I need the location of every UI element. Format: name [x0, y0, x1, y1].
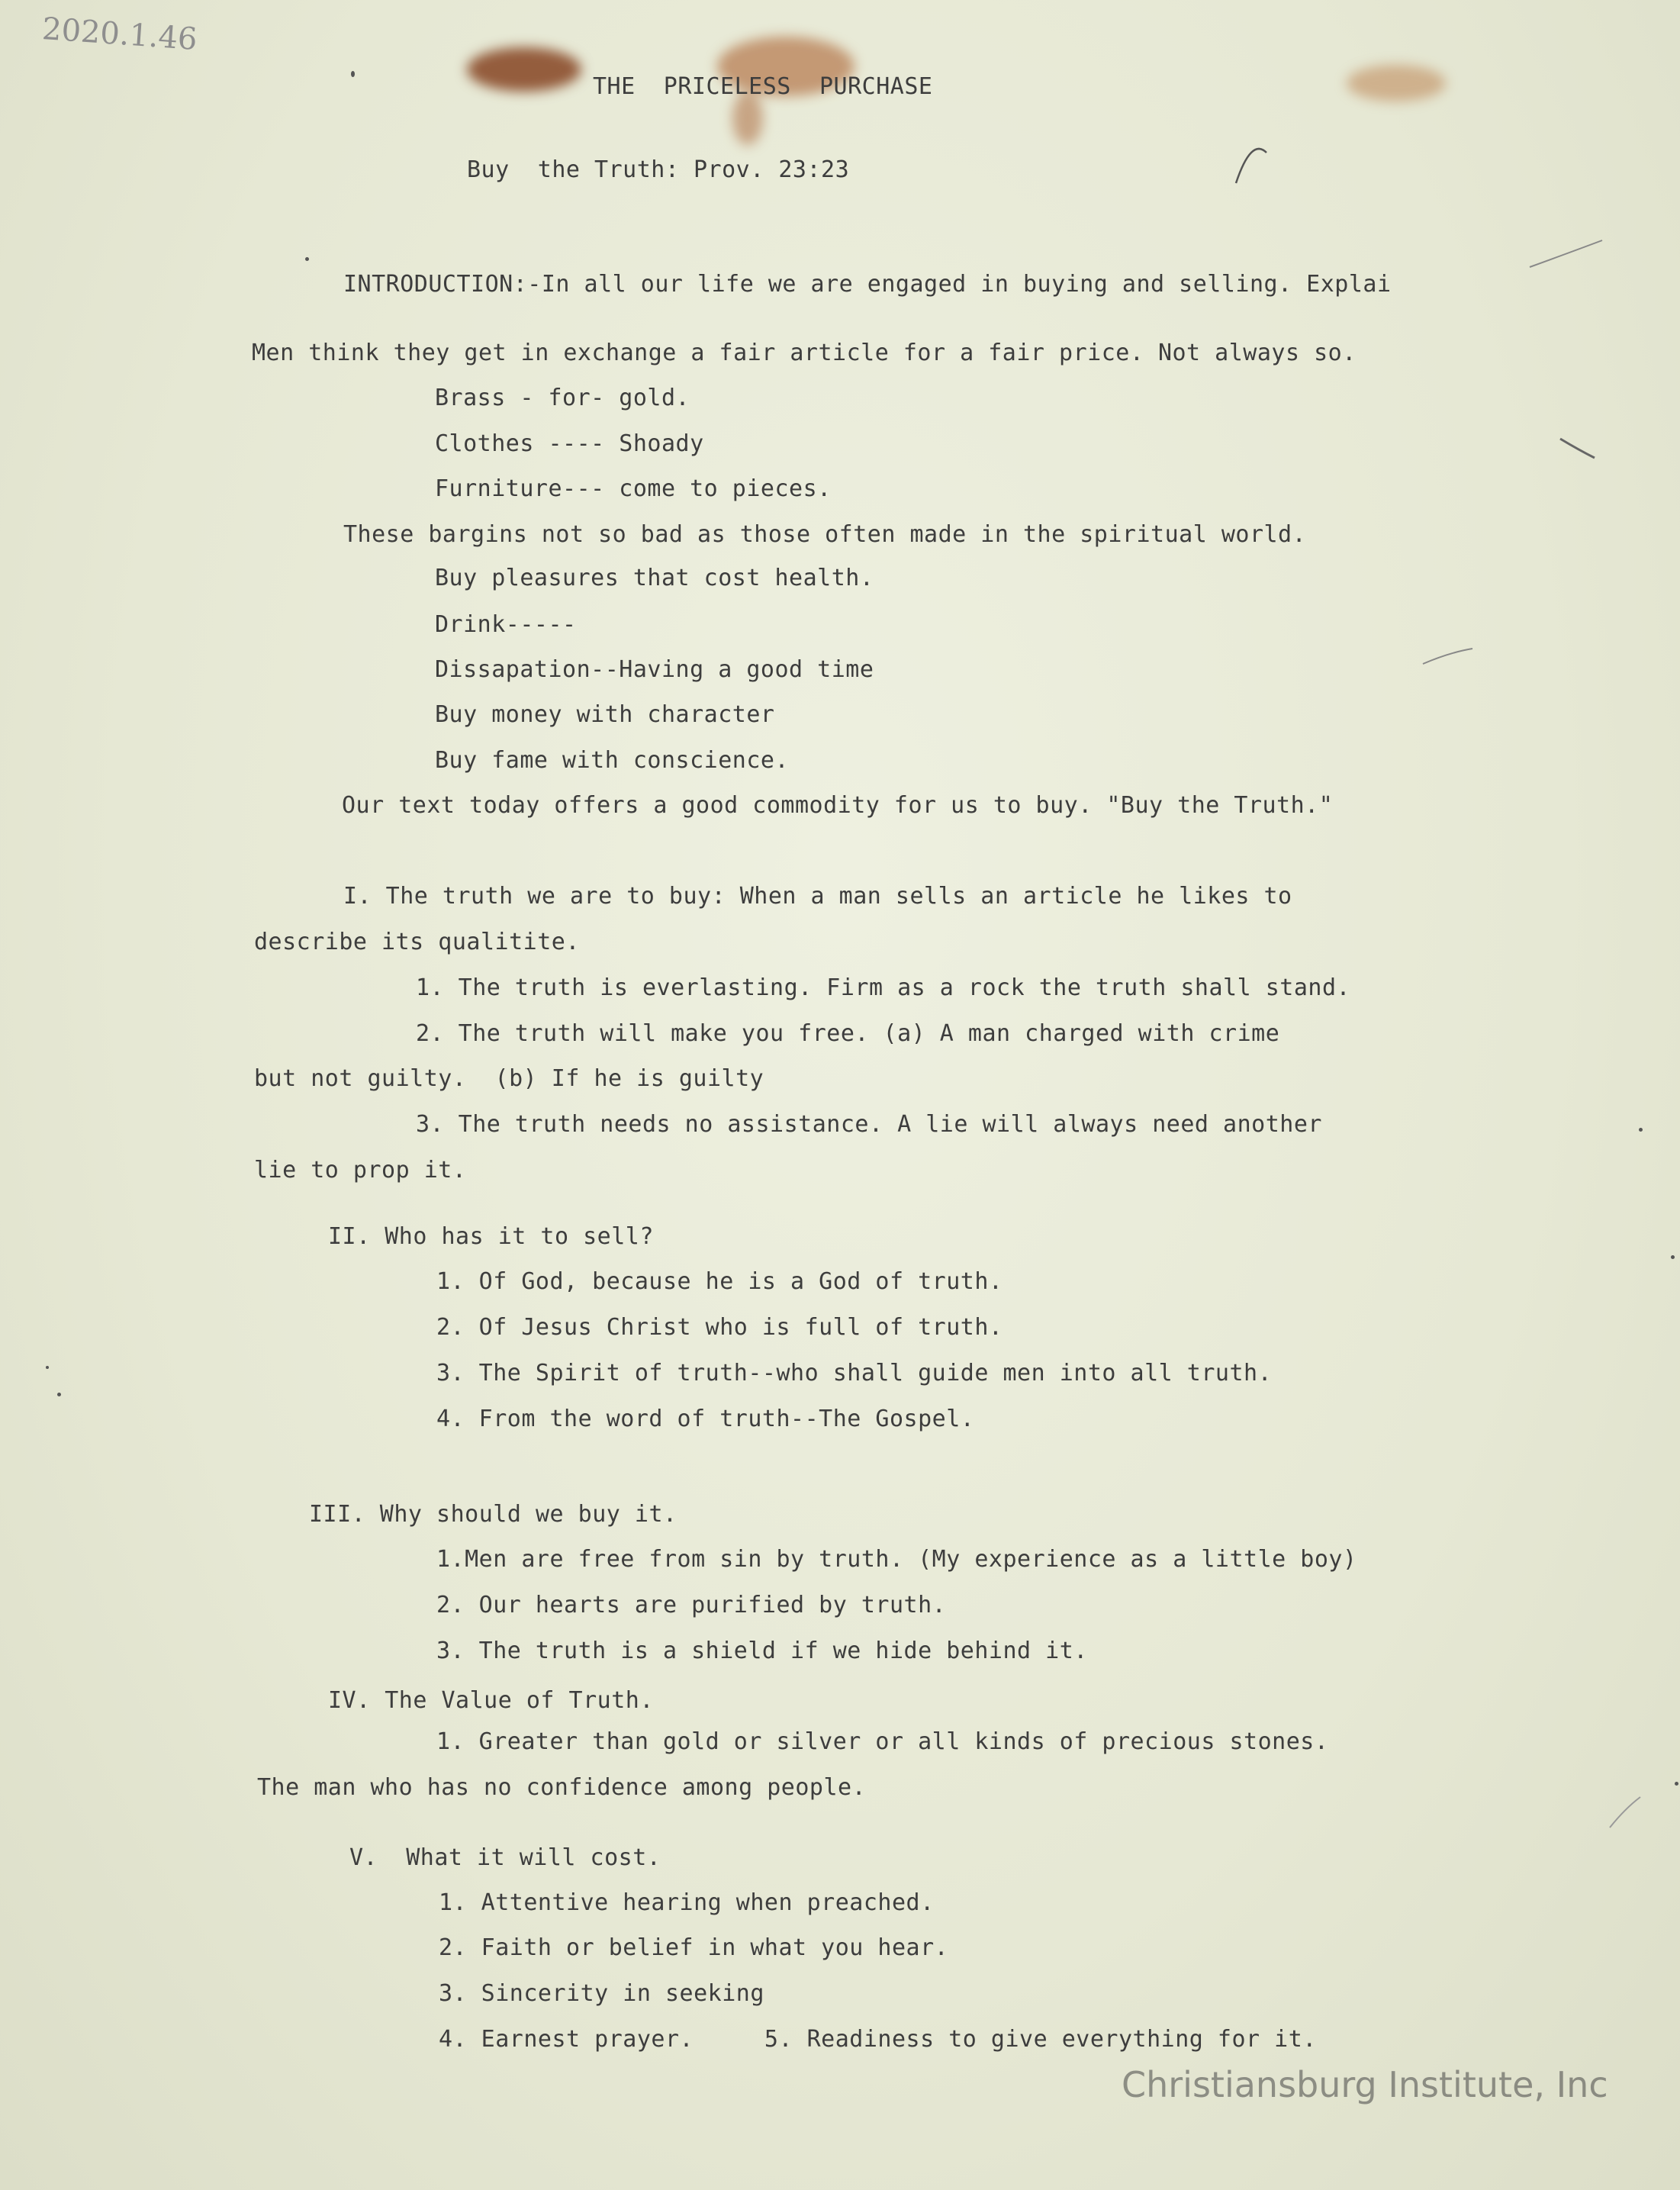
list-item: 1.Men are free from sin by truth. (My experience as a little boy): [436, 1546, 1357, 1573]
institution-watermark: Christiansburg Institute, Inc: [1122, 2064, 1608, 2105]
list-item: 2. Of Jesus Christ who is full of truth.: [436, 1314, 1003, 1341]
paper-speck: [1639, 1128, 1643, 1132]
paper-speck: [1671, 1255, 1675, 1259]
rust-stain: [467, 47, 581, 92]
paper-speck: [1675, 1782, 1678, 1786]
list-item: Furniture--- come to pieces.: [435, 475, 832, 502]
text-line: Our text today offers a good commodity for us to buy. "Buy the Truth.": [342, 792, 1334, 819]
list-item: Drink-----: [435, 611, 577, 638]
scripture-reference: Buy the Truth: Prov. 23:23: [467, 156, 850, 183]
list-item: 1. Attentive hearing when preached.: [439, 1889, 935, 1916]
introduction-line: INTRODUCTION:-In all our life we are engaged in buying and selling. Explai: [343, 271, 1392, 298]
section-heading: I. The truth we are to buy: When a man sells an article he likes to: [343, 883, 1292, 910]
text-line: Men think they get in exchange a fair article for a fair price. Not always so.: [252, 340, 1357, 366]
paper-speck: [57, 1393, 61, 1396]
text-line: describe its qualitite.: [254, 929, 580, 955]
section-heading: V. What it will cost.: [349, 1844, 661, 1871]
list-item: 3. The truth needs no assistance. A lie will always need another: [416, 1111, 1322, 1138]
document-title: THE PRICELESS PURCHASE: [593, 73, 933, 100]
list-item: Buy pleasures that cost health.: [435, 565, 874, 591]
list-item: 2. The truth will make you free. (a) A man charged with crime: [416, 1020, 1280, 1047]
list-item: 1. Of God, because he is a God of truth.: [436, 1268, 1003, 1295]
list-item: 4. Earnest prayer. 5. Readiness to give everything for it.: [439, 2026, 1317, 2053]
paper-speck: [46, 1366, 49, 1369]
text-line: lie to prop it.: [254, 1157, 467, 1184]
rust-stain: [1347, 65, 1446, 101]
list-item: 1. The truth is everlasting. Firm as a rock the truth shall stand.: [416, 974, 1351, 1001]
list-item: 3. Sincerity in seeking: [439, 1980, 764, 2007]
paper-speck: [351, 71, 355, 77]
text-line: The man who has no confidence among people.: [257, 1774, 867, 1801]
list-item: 3. The truth is a shield if we hide behind it.: [436, 1638, 1088, 1664]
text-line: but not guilty. (b) If he is guilty: [254, 1065, 764, 1092]
list-item: Buy fame with conscience.: [435, 747, 790, 774]
list-item: Clothes ---- Shoady: [435, 430, 704, 457]
paper-speck: [305, 257, 309, 261]
section-heading: III. Why should we buy it.: [309, 1501, 677, 1528]
archive-number: 2020.1.46: [40, 11, 198, 58]
list-item: 1. Greater than gold or silver or all kinds of precious stones.: [436, 1728, 1329, 1755]
list-item: Buy money with character: [435, 701, 775, 728]
list-item: Brass - for- gold.: [435, 385, 690, 411]
section-heading: IV. The Value of Truth.: [328, 1687, 654, 1714]
list-item: 2. Faith or belief in what you hear.: [439, 1934, 949, 1961]
list-item: Dissapation--Having a good time: [435, 656, 874, 683]
list-item: 3. The Spirit of truth--who shall guide men into all truth.: [436, 1360, 1273, 1386]
section-heading: II. Who has it to sell?: [328, 1223, 654, 1250]
list-item: 4. From the word of truth--The Gospel.: [436, 1406, 975, 1432]
list-item: 2. Our hearts are purified by truth.: [436, 1592, 947, 1618]
text-line: These bargins not so bad as those often made in the spiritual world.: [343, 521, 1307, 548]
